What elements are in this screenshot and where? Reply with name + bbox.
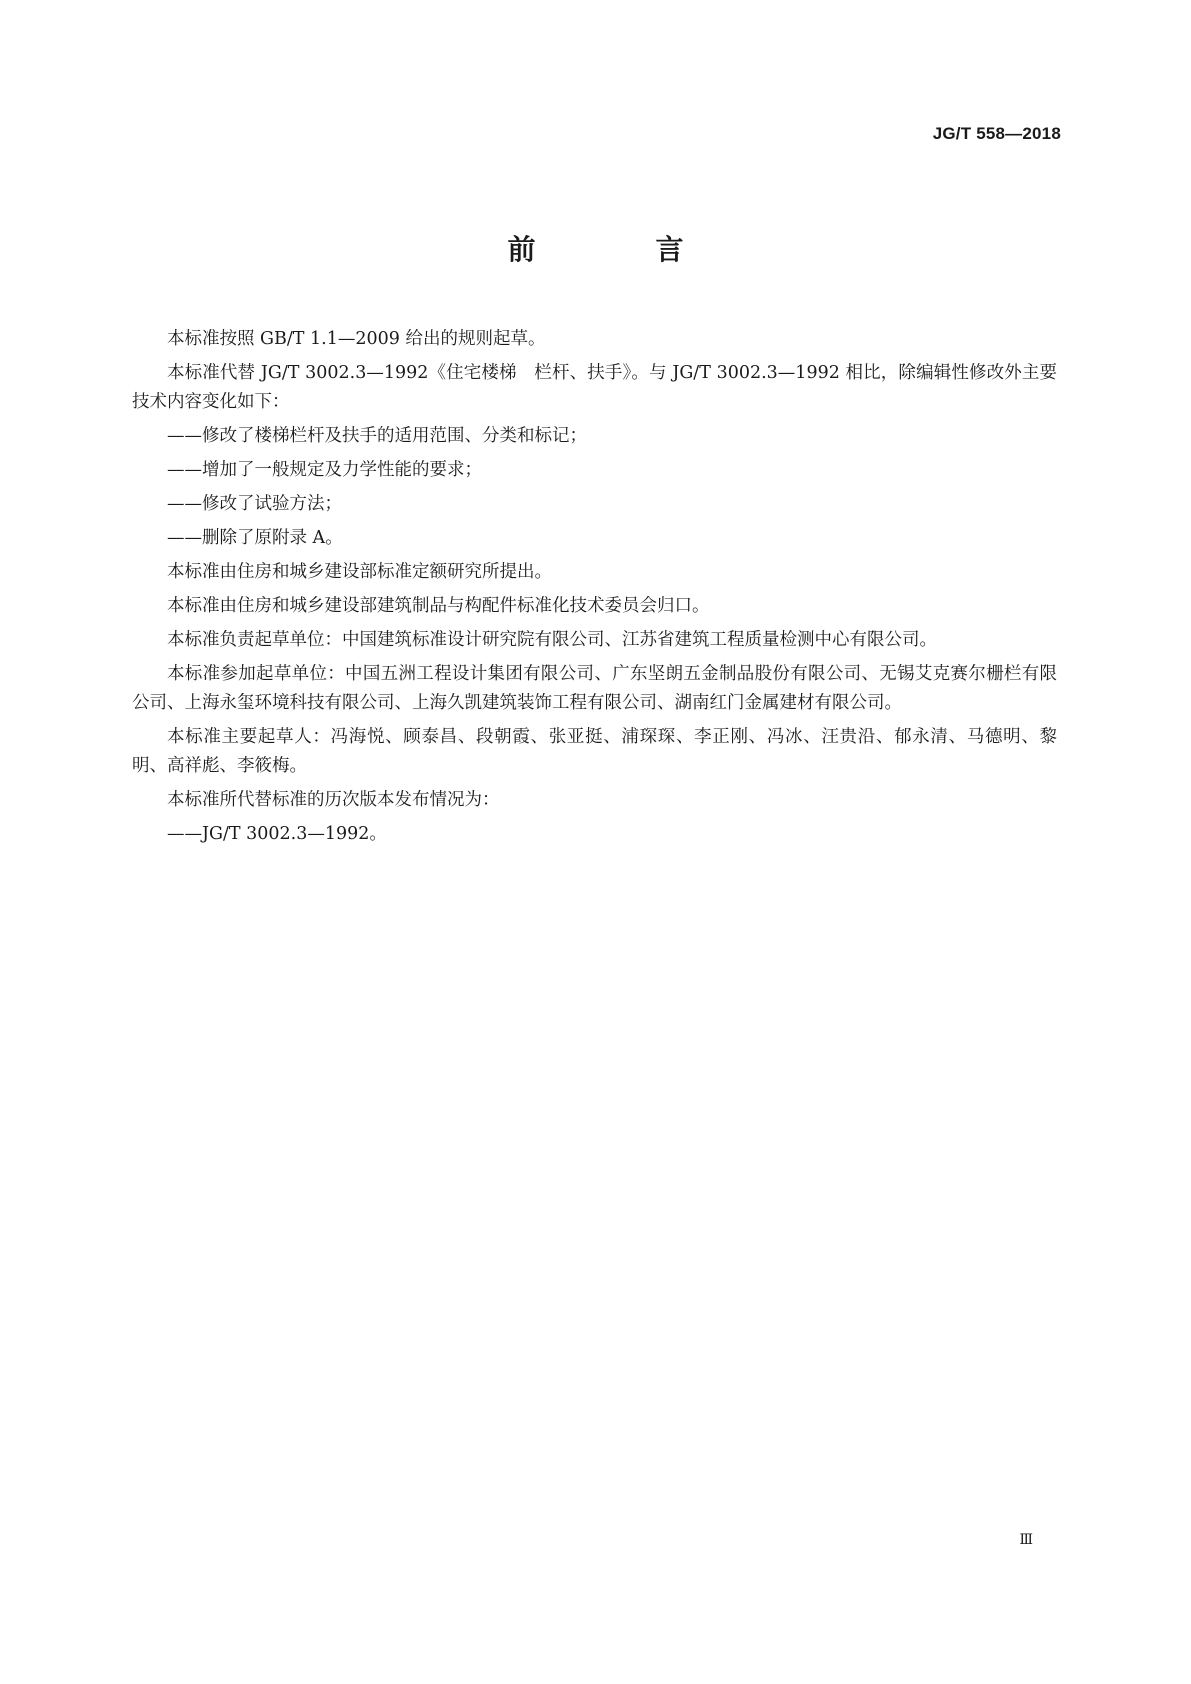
paragraph-replacement: 本标准代替 JG/T 3002.3—1992《住宅楼梯 栏杆、扶手》。与 JG/T 3002.3—1992 相比，除编辑性修改外主要技术内容变化如下： xyxy=(132,363,1057,412)
page-title: 前 言 xyxy=(507,233,730,266)
paragraph-version-history: 本标准所代替标准的历次版本发布情况为： xyxy=(167,790,500,810)
change-item-scope: ——修改了楼梯栏杆及扶手的适用范围、分类和标记； xyxy=(167,426,587,446)
paragraph-proposer: 本标准由住房和城乡建设部标准定额研究所提出。 xyxy=(167,562,552,582)
page-number: Ⅲ xyxy=(1019,1532,1032,1548)
paragraph-drafters-persons: 本标准主要起草人：冯海悦、顾泰昌、段朝霞、张亚挺、浦琛琛、李正刚、冯冰、汪贵沿、郁永清、马德明、黎明、高祥彪、李筱梅。 xyxy=(132,727,1057,776)
paragraph-participating-drafters: 本标准参加起草单位：中国五洲工程设计集团有限公司、广东坚朗五金制品股份有限公司、无锡艾克赛尔栅栏有限公司、上海永玺环境科技有限公司、上海久凯建筑装饰工程有限公司、湖南红门金属建材有限公司。 xyxy=(132,664,1057,713)
version-history-item: ——JG/T 3002.3—1992。 xyxy=(167,824,387,844)
change-item-requirements: ——增加了一般规定及力学性能的要求； xyxy=(167,460,482,480)
standard-code: JG/T 558—2018 xyxy=(932,124,1061,143)
paragraph-drafting-rules: 本标准按照 GB/T 1.1—2009 给出的规则起草。 xyxy=(167,329,546,349)
change-item-test-methods: ——修改了试验方法； xyxy=(167,494,342,514)
foreword-body xyxy=(132,325,1057,854)
paragraph-committee: 本标准由住房和城乡建设部建筑制品与构配件标准化技术委员会归口。 xyxy=(167,596,710,616)
change-item-annex: ——删除了原附录 A。 xyxy=(167,528,343,548)
paragraph-lead-drafters: 本标准负责起草单位：中国建筑标准设计研究院有限公司、江苏省建筑工程质量检测中心有限公司。 xyxy=(167,630,937,650)
